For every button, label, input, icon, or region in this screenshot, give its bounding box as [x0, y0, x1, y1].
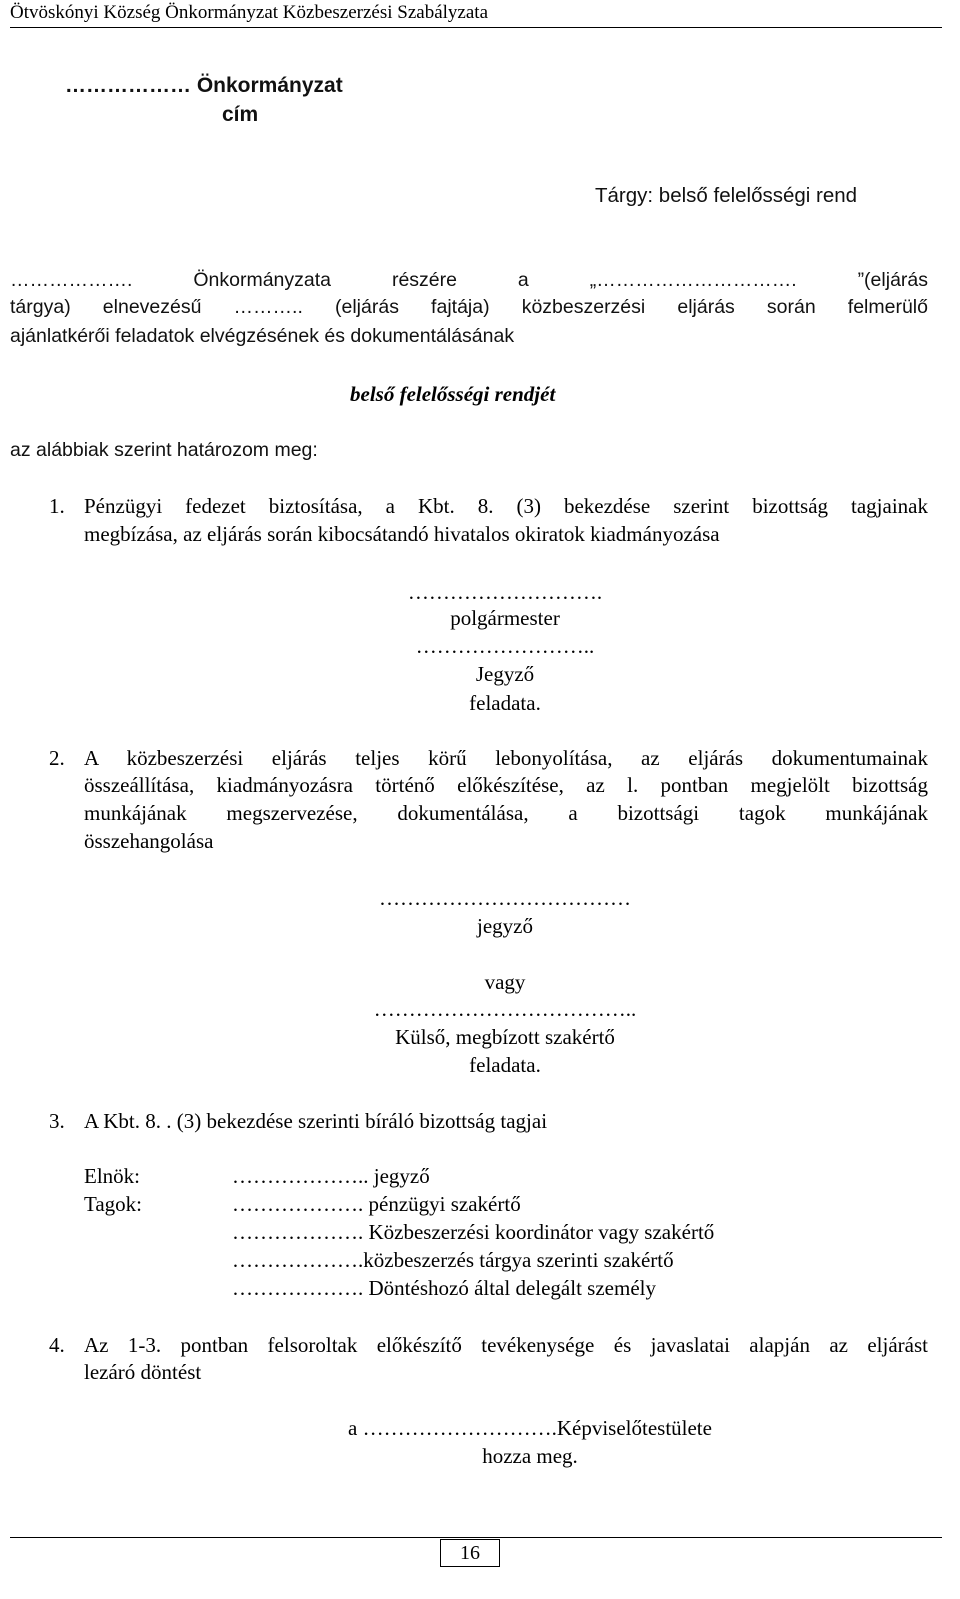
- item2-line4: összehangolása: [84, 829, 214, 853]
- item1-line2: megbízása, az eljárás során kibocsátandó hivatalos okiratok kiadmányozása: [84, 522, 720, 546]
- item4-line2: lezáró döntést: [84, 1360, 202, 1384]
- item3-number: 3.: [49, 1109, 65, 1133]
- item2-sig2-dots: ………………………………..: [373, 997, 637, 1021]
- item1-sig2-dots: ……………………..: [415, 634, 595, 658]
- footer-divider: [10, 1537, 942, 1538]
- intro-line3: ajánlatkérői feladatok elvégzésének és dokumentálásának: [10, 325, 515, 347]
- committee-row: ……………….. jegyző: [232, 1164, 430, 1188]
- item1-number: 1.: [49, 494, 65, 518]
- item4-line1: Az 1-3. pontban felsoroltak előkészítő tevékenysége és javaslatai alapján az eljárást: [84, 1333, 928, 1357]
- committee-chair-label: Elnök:: [84, 1164, 140, 1188]
- item2-line3: munkájának megszervezése, dokumentálása, a bizottsági tagok munkájának: [84, 801, 928, 825]
- subject-line: Tárgy: belső felelősségi rend: [595, 184, 858, 207]
- item2-line2: összeállítása, kiadmányozásra történő előkészítése, az l. pontban megjelölt bizottság: [84, 773, 928, 797]
- document-header: [10, 2, 942, 28]
- rend-title: belső felelősségi rendjét: [350, 382, 556, 406]
- item2-sig1-role: jegyző: [477, 914, 533, 938]
- committee-row: ………………. Döntéshozó által delegált személy: [232, 1276, 656, 1300]
- item1-sig1-dots: ……………………….: [407, 580, 603, 604]
- item2-or: vagy: [484, 970, 526, 994]
- item2-sig2-role: Külső, megbízott szakértő: [395, 1025, 615, 1049]
- item2-task: feladata.: [469, 1053, 541, 1077]
- item3-text: A Kbt. 8. . (3) bekezdése szerinti bíráló bizottság tagjai: [84, 1109, 548, 1133]
- item2-line1: A közbeszerzési eljárás teljes körű lebonyolítása, az eljárás dokumentumainak: [84, 746, 928, 770]
- item2-sig1-dots: ………………………………: [379, 886, 631, 910]
- item4-number: 4.: [49, 1333, 65, 1357]
- intro-line2: tárgya) elnevezésű ……….. (eljárás fajtája) közbeszerzési eljárás során felmerülő: [10, 296, 928, 318]
- address-line2: cím: [222, 103, 259, 126]
- intro-line1: ………………. Önkormányzata részére a „…………………………. ”(eljárás: [10, 269, 928, 291]
- item2-number: 2.: [49, 746, 65, 770]
- decide-text: az alábbiak szerint határozom meg:: [10, 439, 318, 461]
- item1-sig1-role: polgármester: [450, 606, 560, 630]
- item1-task: feladata.: [469, 691, 541, 715]
- committee-row: ………………. Közbeszerzési koordinátor vagy szakértő: [232, 1220, 715, 1244]
- item1-sig2-role: Jegyző: [475, 662, 535, 686]
- item1-line1: Pénzügyi fedezet biztosítása, a Kbt. 8. (3) bekezdése szerint bizottság tagjainak: [84, 494, 928, 518]
- header-title: Ötvöskónyi Község Önkormányzat Közbeszerzési Szabályzata: [10, 2, 488, 23]
- committee-row: ……………….közbeszerzés tárgya szerinti szakértő: [232, 1248, 674, 1272]
- address-line1: ……………… Önkormányzat: [65, 74, 343, 97]
- page-number: 16: [440, 1539, 500, 1567]
- committee-members-label: Tagok:: [84, 1192, 143, 1216]
- closing-line1: a ……………………….Képviselőtestülete: [348, 1416, 712, 1440]
- committee-row: ………………. pénzügyi szakértő: [232, 1192, 521, 1216]
- closing-line2: hozza meg.: [482, 1444, 578, 1468]
